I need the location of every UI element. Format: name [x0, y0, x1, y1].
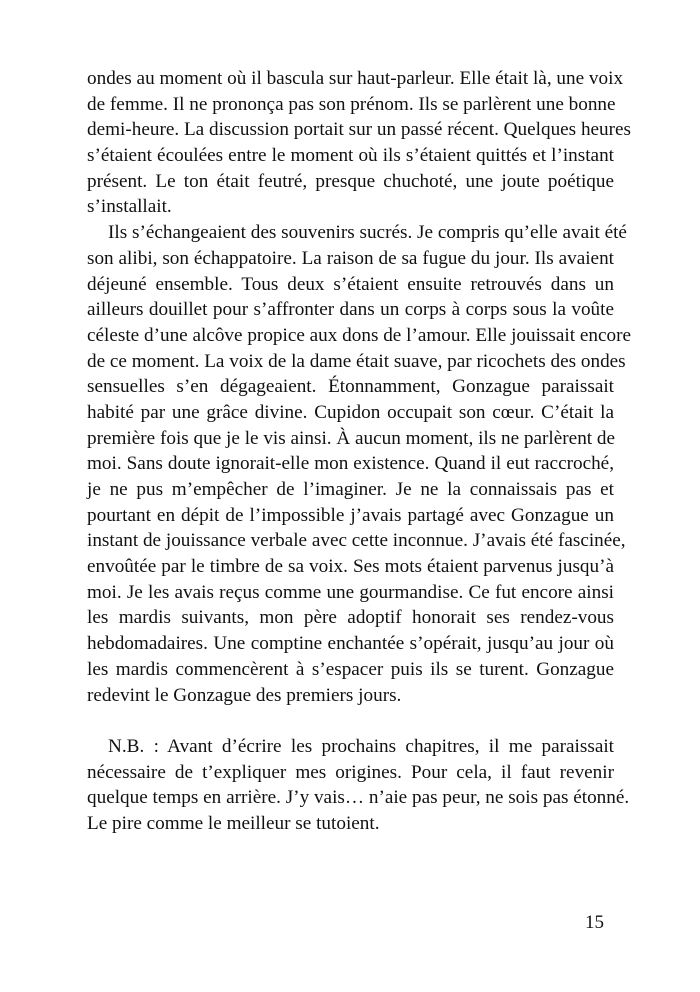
text-line: moi. Sans doute ignorait-elle mon existence. Quand il eut raccroché, — [87, 453, 614, 475]
text-line: demi-heure. La discussion portait sur un passé récent. Quelques heures — [87, 119, 632, 141]
text-line: les mardis suivants, mon père adoptif honorait ses rendez-vous — [87, 607, 614, 629]
text-line: céleste d’une alcôve propice aux dons de l’amour. Elle jouissait encore — [87, 324, 631, 346]
text-line: moi. Je les avais reçus comme une gourmandise. Ce fut encore ainsi — [87, 581, 614, 603]
text-line: quelque temps en arrière. J’y vais… n’aie pas peur, ne sois pas étonné. — [87, 787, 630, 809]
paragraph — [87, 220, 631, 708]
text-line: Ils s’échangeaient des souvenirs sucrés. Je compris qu’elle avait été — [108, 222, 627, 244]
text-line: présent. Le ton était feutré, presque chuchoté, une joute poétique — [87, 170, 614, 192]
text-line: ailleurs douillet pour s’affronter dans un corps à corps sous la voûte — [87, 299, 614, 321]
paragraph — [87, 734, 630, 837]
text-line: ondes au moment où il bascula sur haut-parleur. Elle était là, une voix — [87, 68, 624, 89]
text-line: habité par une grâce divine. Cupidon occupait son cœur. C’était la — [87, 401, 614, 423]
text-line: de ce moment. La voix de la dame était suave, par ricochets des ondes — [87, 350, 626, 372]
text-line: déjeuné ensemble. Tous deux s’étaient ensuite retrouvés dans un — [87, 273, 614, 295]
page-body-text — [87, 66, 632, 837]
page-number: 15 — [585, 912, 604, 933]
text-line: redevint le Gonzague des premiers jours. — [87, 684, 402, 706]
text-line: sensuelles s’en dégageaient. Étonnamment, Gonzague paraissait — [87, 376, 614, 398]
text-line: envoûtée par le timbre de sa voix. Ses mots étaient parvenus jusqu’à — [87, 556, 614, 578]
text-line: première fois que je le vis ainsi. À aucun moment, ils ne parlèrent de — [87, 427, 616, 449]
text-line: N.B. : Avant d’écrire les prochains chapitres, il me paraissait — [108, 735, 614, 757]
text-line: je ne pus m’empêcher de l’imaginer. Je ne la connaissais pas et — [87, 479, 614, 500]
text-line: les mardis commencèrent à s’espacer puis ils se turent. Gonzague — [87, 658, 614, 680]
text-line: s’étaient écoulées entre le moment où ils s’étaient quittés et l’instant — [87, 145, 614, 167]
text-line: de femme. Il ne prononça pas son prénom. Ils se parlèrent une bonne — [87, 93, 616, 115]
text-line: s’installait. — [87, 196, 172, 218]
text-line: instant de jouissance verbale avec cette inconnue. J’avais été fascinée, — [87, 530, 626, 552]
text-line: hebdomadaires. Une comptine enchantée s’opérait, jusqu’au jour où — [87, 633, 614, 655]
text-line: nécessaire de t’expliquer mes origines. Pour cela, il faut revenir — [87, 761, 614, 783]
paragraph — [87, 66, 632, 220]
text-line: Le pire comme le meilleur se tutoient. — [87, 812, 380, 834]
text-line: pourtant en dépit de l’impossible j’avais partagé avec Gonzague un — [87, 504, 614, 526]
text-line: son alibi, son échappatoire. La raison de sa fugue du jour. Ils avaient — [87, 247, 614, 269]
